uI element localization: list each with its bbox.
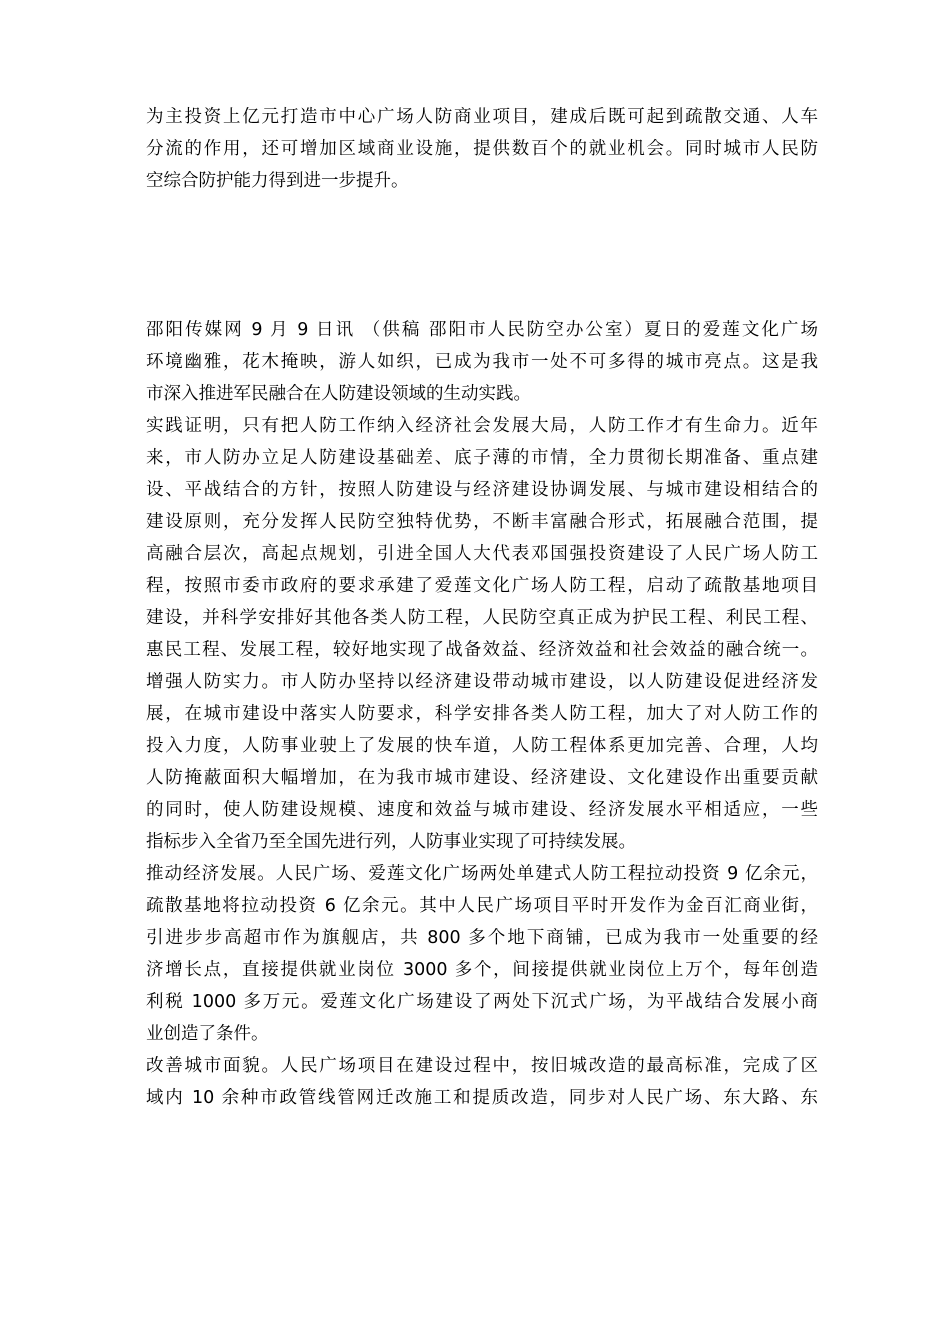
paragraph-continued xyxy=(146,101,818,197)
text-line: 济增长点，直接提供就业岗位 3000 多个，间接提供就业岗位上万个，每年创造 xyxy=(146,960,818,980)
article-body xyxy=(146,314,818,1114)
text-line: 建设，并科学安排好其他各类人防工程，人民防空真正成为护民工程、利民工程、 xyxy=(146,608,818,628)
text-line: 疏散基地将拉动投资 6 亿余元。其中人民广场项目平时开发作为金百汇商业街， xyxy=(146,896,818,916)
text-line: 程，按照市委市政府的要求承建了爱莲文化广场人防工程，启动了疏散基地项目 xyxy=(146,576,818,596)
text-line: 设、平战结合的方针，按照人防建设与经济建设协调发展、与城市建设相结合的 xyxy=(146,480,818,500)
text-line: 惠民工程、发展工程，较好地实现了战备效益、经济效益和社会效益的融合统一。 xyxy=(146,640,818,660)
text-line: 分流的作用，还可增加区域商业设施，提供数百个的就业机会。同时城市人民防 xyxy=(146,139,818,159)
text-line: 投入力度，人防事业驶上了发展的快车道，人防工程体系更加完善、合理，人均 xyxy=(146,736,818,756)
text-line: 为主投资上亿元打造市中心广场人防商业项目，建成后既可起到疏散交通、人车 xyxy=(146,107,818,127)
text-line: 展，在城市建设中落实人防要求，科学安排各类人防工程，加大了对人防工作的 xyxy=(146,704,818,724)
text-line: 引进步步高超市作为旗舰店，共 800 多个地下商铺，已成为我市一处重要的经 xyxy=(146,928,818,948)
text-line: 建设原则，充分发挥人民防空独特优势，不断丰富融合形式，拓展融合范围，提 xyxy=(146,512,818,532)
text-line: 域内 10 余种市政管线管网迁改施工和提质改造，同步对人民广场、东大路、东 xyxy=(146,1088,818,1108)
text-line: 市深入推进军民融合在人防建设领域的生动实践。 xyxy=(146,384,531,404)
text-line: 的同时，使人防建设规模、速度和效益与城市建设、经济发展水平相适应，一些 xyxy=(146,800,818,820)
text-line: 实践证明，只有把人防工作纳入经济社会发展大局，人防工作才有生命力。近年 xyxy=(146,416,818,436)
text-line: 环境幽雅，花木掩映，游人如织，已成为我市一处不可多得的城市亮点。这是我 xyxy=(146,352,818,372)
text-line: 利税 1000 多万元。爱莲文化广场建设了两处下沉式广场，为平战结合发展小商 xyxy=(146,992,818,1012)
text-line: 邵阳传媒网 9 月 9 日讯 （供稿 邵阳市人民防空办公室）夏日的爱莲文化广场 xyxy=(146,320,818,340)
text-line: 高融合层次，高起点规划，引进全国人大代表邓国强投资建设了人民广场人防工 xyxy=(146,544,818,564)
text-line: 人防掩蔽面积大幅增加，在为我市城市建设、经济建设、文化建设作出重要贡献 xyxy=(146,768,818,788)
text-line: 来，市人防办立足人防建设基础差、底子薄的市情，全力贯彻长期准备、重点建 xyxy=(146,448,818,468)
text-line: 推动经济发展。人民广场、爱莲文化广场两处单建式人防工程拉动投资 9 亿余元， xyxy=(146,864,818,884)
text-line: 改善城市面貌。人民广场项目在建设过程中，按旧城改造的最高标准，完成了区 xyxy=(146,1056,818,1076)
text-line: 业创造了条件。 xyxy=(146,1024,269,1044)
text-line: 指标步入全省乃至全国先进行列，人防事业实现了可持续发展。 xyxy=(146,832,636,852)
text-line: 增强人防实力。市人防办坚持以经济建设带动城市建设，以人防建设促进经济发 xyxy=(146,672,818,692)
text-line: 空综合防护能力得到进一步提升。 xyxy=(146,171,409,191)
